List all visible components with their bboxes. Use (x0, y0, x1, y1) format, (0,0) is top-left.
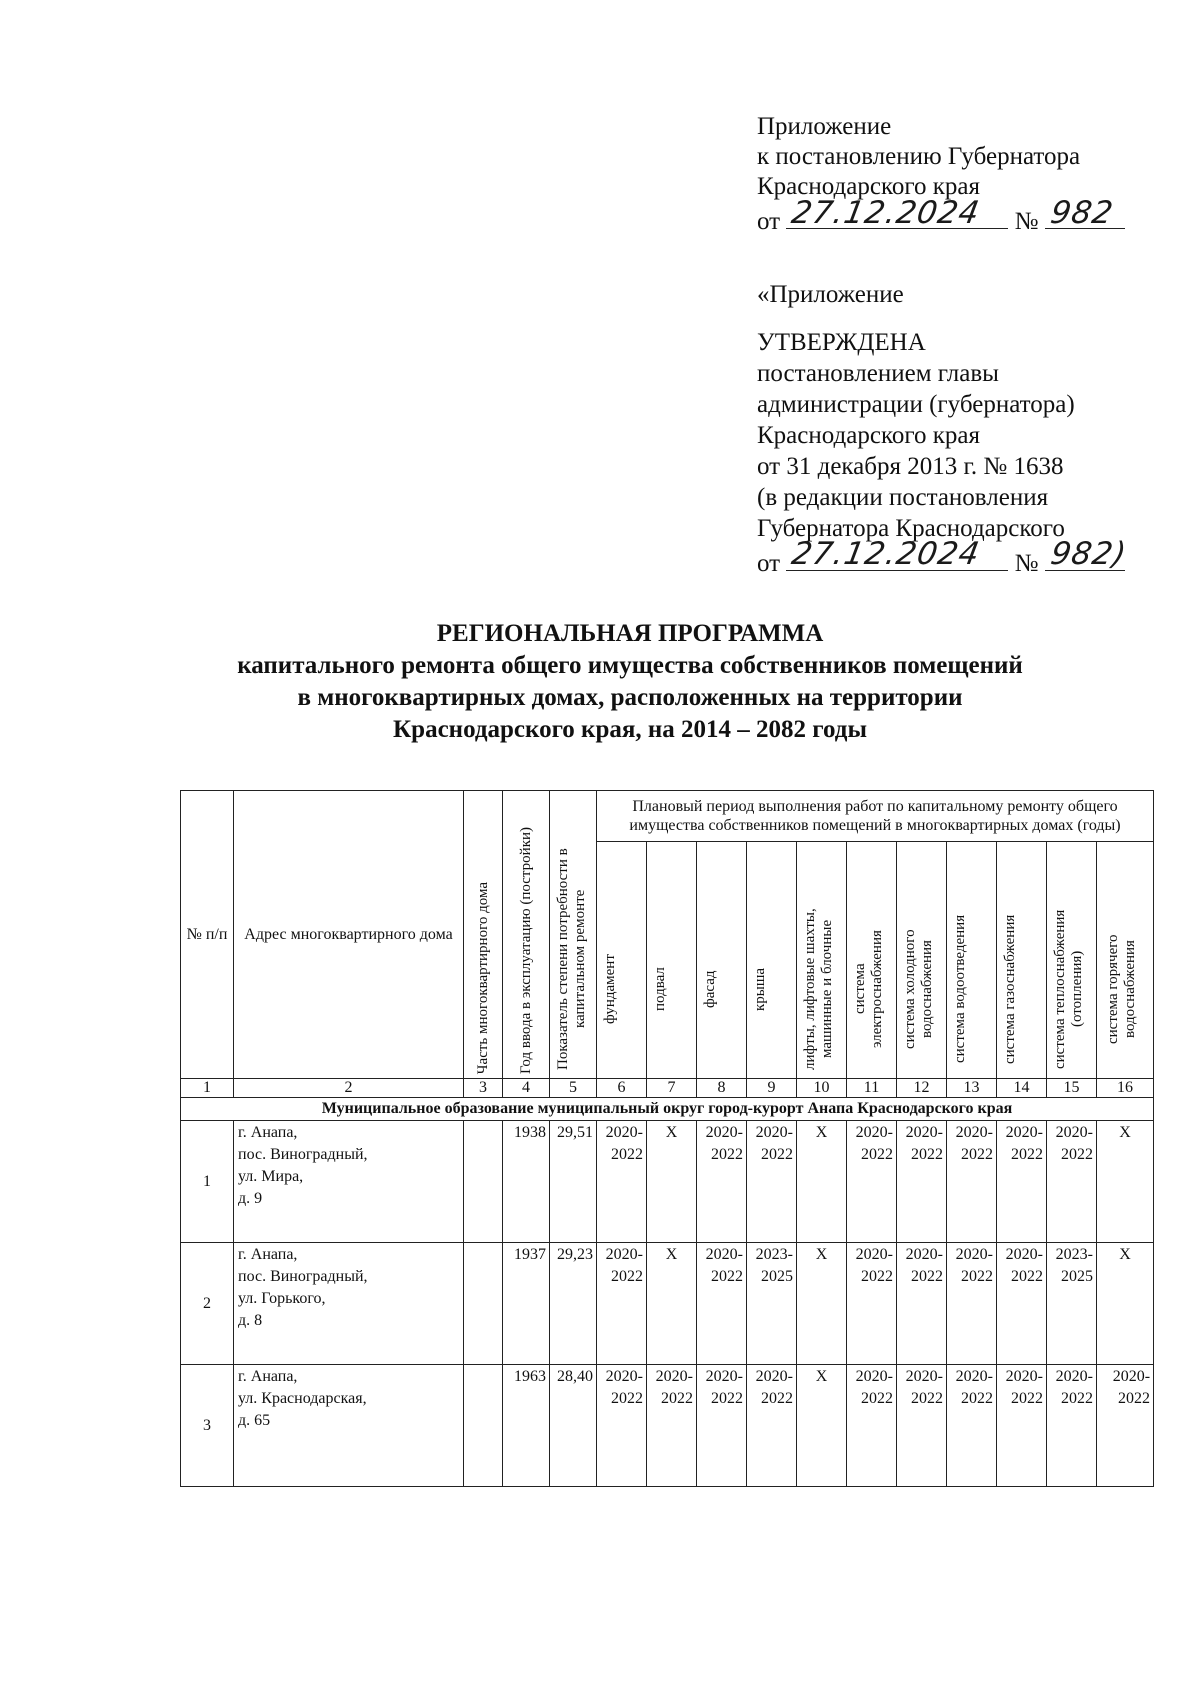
row-address (234, 1121, 464, 1243)
column-number: 2 (234, 1079, 464, 1098)
column-number: 7 (647, 1079, 697, 1098)
row-year: 1963 (503, 1365, 550, 1487)
approved-date-field (786, 536, 1008, 572)
approved-block (757, 279, 1130, 579)
row-work-period: X (797, 1365, 847, 1487)
approved-num-field (1045, 536, 1130, 572)
header-work-col-text: система электроснабжения (851, 930, 885, 1048)
row-indicator: 29,51 (550, 1121, 597, 1243)
row-work-period: 2020- 2022 (947, 1243, 997, 1365)
column-number: 3 (464, 1079, 503, 1098)
header-work-col-text: система газоснабжения (1001, 914, 1018, 1064)
municipality-row (181, 1098, 1154, 1121)
row-work-period: 2020- 2022 (597, 1365, 647, 1487)
header-work-col-text: система холодного водоснабжения (901, 929, 935, 1049)
header-work-col (997, 842, 1047, 1079)
approved-date-line (757, 536, 1130, 579)
row-work-period: 2020- 2022 (647, 1365, 697, 1487)
approved-line-4: от 31 декабря 2013 г. № 1638 (757, 453, 1064, 480)
approved-line-5: (в редакции постановления (757, 484, 1049, 511)
header-work-col (947, 842, 997, 1079)
column-number: 1 (181, 1079, 234, 1098)
approved-quote: «Приложение (757, 281, 904, 308)
header-work-col-text: фасад (701, 970, 718, 1008)
row-work-period: 2023- 2025 (1047, 1243, 1097, 1365)
row-work-period: 2020- 2022 (897, 1365, 947, 1487)
appendix-line-2: к постановлению Губернатора (757, 143, 1081, 170)
table-row (181, 1365, 1154, 1487)
column-number: 5 (550, 1079, 597, 1098)
row-work-period: X (647, 1121, 697, 1243)
address-line: г. Анапа, (238, 1368, 298, 1385)
header-work-col (597, 842, 647, 1079)
column-number: 10 (797, 1079, 847, 1098)
header-year (503, 791, 550, 1079)
row-work-period: 2020- 2022 (997, 1365, 1047, 1487)
address-line: д. 65 (238, 1412, 271, 1429)
header-work-col (797, 842, 847, 1079)
address-line: д. 9 (238, 1190, 263, 1207)
header-work-col (897, 842, 947, 1079)
row-work-period: 2023- 2025 (747, 1243, 797, 1365)
row-address (234, 1243, 464, 1365)
column-number: 15 (1047, 1079, 1097, 1098)
row-work-period: 2020- 2022 (697, 1365, 747, 1487)
row-part (464, 1365, 503, 1487)
address-line: ул. Краснодарская, (238, 1390, 367, 1407)
header-plan: Плановый период выполнения работ по капитальному ремонту общего имущества собственников помещений в многоквартирных домах (годы) (597, 791, 1154, 842)
appendix-line-1: Приложение (757, 113, 892, 140)
column-number: 12 (897, 1079, 947, 1098)
row-work-period: 2020- 2022 (697, 1243, 747, 1365)
column-number: 6 (597, 1079, 647, 1098)
approved-from-label: от (757, 550, 781, 577)
row-work-period: X (647, 1243, 697, 1365)
approved-heading: УТВЕРЖДЕНА (757, 329, 926, 356)
row-work-period: 2020- 2022 (947, 1121, 997, 1243)
header-part (464, 791, 503, 1079)
row-work-period: X (797, 1121, 847, 1243)
row-work-period: 2020- 2022 (847, 1365, 897, 1487)
row-part (464, 1121, 503, 1243)
header-work-col-text: лифты, лифтовые шахты, машинные и блочные (801, 908, 835, 1070)
table-row (181, 1243, 1154, 1365)
approved-date-handwritten: 27.12.2024 (789, 536, 984, 572)
header-work-col (1047, 842, 1097, 1079)
address-line: д. 8 (238, 1312, 263, 1329)
title-line-1: РЕГИОНАЛЬНАЯ ПРОГРАММА (436, 620, 824, 647)
header-work-col (747, 842, 797, 1079)
appendix-header (757, 112, 1125, 237)
row-work-period: 2020- 2022 (597, 1121, 647, 1243)
header-num: № п/п (181, 791, 234, 1079)
header-year-text: Год ввода в эксплуатацию (постройки) (517, 827, 534, 1074)
header-work-col-text: фундамент (601, 954, 618, 1024)
row-work-period: X (1097, 1243, 1154, 1365)
row-work-period: 2020- 2022 (997, 1243, 1047, 1365)
row-indicator: 28,40 (550, 1365, 597, 1487)
title-line-2: капитального ремонта общего имущества собственников помещений (237, 652, 1023, 679)
row-address (234, 1365, 464, 1487)
column-number: 8 (697, 1079, 747, 1098)
header-work-col (697, 842, 747, 1079)
approved-line-6: Губернатора Краснодарского (757, 515, 1065, 542)
row-number: 3 (181, 1365, 234, 1487)
address-line: г. Анапа, (238, 1246, 298, 1263)
row-work-period: X (1097, 1121, 1154, 1243)
row-work-period: 2020- 2022 (597, 1243, 647, 1365)
address-line: ул. Мира, (238, 1168, 304, 1185)
header-part-text: Часть многоквартирного дома (474, 881, 491, 1074)
header-work-col (847, 842, 897, 1079)
title-line-3: в многоквартирных домах, расположенных на территории (297, 684, 963, 711)
appendix-num-handwritten: 982 (1047, 195, 1117, 231)
address-line: пос. Виноградный, (238, 1146, 368, 1163)
table-row (181, 1121, 1154, 1243)
row-work-period: 2020- 2022 (897, 1243, 947, 1365)
row-work-period: 2020- 2022 (747, 1121, 797, 1243)
row-work-period: 2020- 2022 (897, 1121, 947, 1243)
header-address: Адрес многоквартирного дома (234, 791, 464, 1079)
appendix-line-3: Краснодарского края (757, 173, 980, 200)
appendix-date-field (786, 195, 1008, 231)
row-number: 1 (181, 1121, 234, 1243)
approved-num-label: № (1014, 550, 1039, 577)
approved-line-2: администрации (губернатора) (757, 391, 1075, 418)
column-number: 14 (997, 1079, 1047, 1098)
municipality-name: Муниципальное образование муниципальный округ город-курорт Анапа Краснодарского края (181, 1098, 1154, 1121)
address-line: пос. Виноградный, (238, 1268, 368, 1285)
row-work-period: X (797, 1243, 847, 1365)
row-indicator: 29,23 (550, 1243, 597, 1365)
approved-num-handwritten: 982) (1047, 536, 1130, 572)
column-number: 13 (947, 1079, 997, 1098)
program-table (180, 790, 1154, 1487)
approved-line-3: Краснодарского края (757, 422, 980, 449)
header-work-col (1097, 842, 1154, 1079)
column-number: 9 (747, 1079, 797, 1098)
row-work-period: 2020- 2022 (1097, 1365, 1154, 1487)
header-work-col-text: система горячего водоснабжения (1105, 934, 1139, 1044)
approved-line-1: постановлением главы (757, 360, 999, 387)
row-work-period: 2020- 2022 (847, 1121, 897, 1243)
header-work-col-text: крыша (751, 967, 768, 1011)
row-work-period: 2020- 2022 (947, 1365, 997, 1487)
header-row-1 (181, 791, 1154, 842)
appendix-from-label: от (757, 208, 781, 235)
appendix-date-line (757, 195, 1125, 237)
row-work-period: 2020- 2022 (997, 1121, 1047, 1243)
appendix-num-label: № (1014, 208, 1039, 235)
header-work-col-text: подвал (651, 967, 668, 1011)
document-title (150, 618, 1110, 746)
column-number: 4 (503, 1079, 550, 1098)
header-work-col-text: система водоотведения (951, 914, 968, 1064)
address-line: г. Анапа, (238, 1124, 298, 1141)
row-work-period: 2020- 2022 (747, 1365, 797, 1487)
row-work-period: 2020- 2022 (847, 1243, 897, 1365)
row-part (464, 1243, 503, 1365)
appendix-num-field (1045, 195, 1125, 231)
row-work-period: 2020- 2022 (1047, 1365, 1097, 1487)
appendix-date-handwritten: 27.12.2024 (789, 195, 984, 231)
row-year: 1938 (503, 1121, 550, 1243)
row-number: 2 (181, 1243, 234, 1365)
header-indicator (550, 791, 597, 1079)
column-number: 11 (847, 1079, 897, 1098)
row-work-period: 2020- 2022 (697, 1121, 747, 1243)
title-line-4: Краснодарского края, на 2014 – 2082 годы (393, 716, 867, 743)
header-work-col (647, 842, 697, 1079)
address-line: ул. Горького, (238, 1290, 326, 1307)
row-work-period: 2020- 2022 (1047, 1121, 1097, 1243)
column-number-row (181, 1079, 1154, 1098)
row-year: 1937 (503, 1243, 550, 1365)
column-number: 16 (1097, 1079, 1154, 1098)
header-indicator-text: Показатель степени потребности в капитальном ремонте (555, 848, 588, 1070)
header-work-col-text: система теплоснабжения (отопления) (1051, 909, 1085, 1069)
